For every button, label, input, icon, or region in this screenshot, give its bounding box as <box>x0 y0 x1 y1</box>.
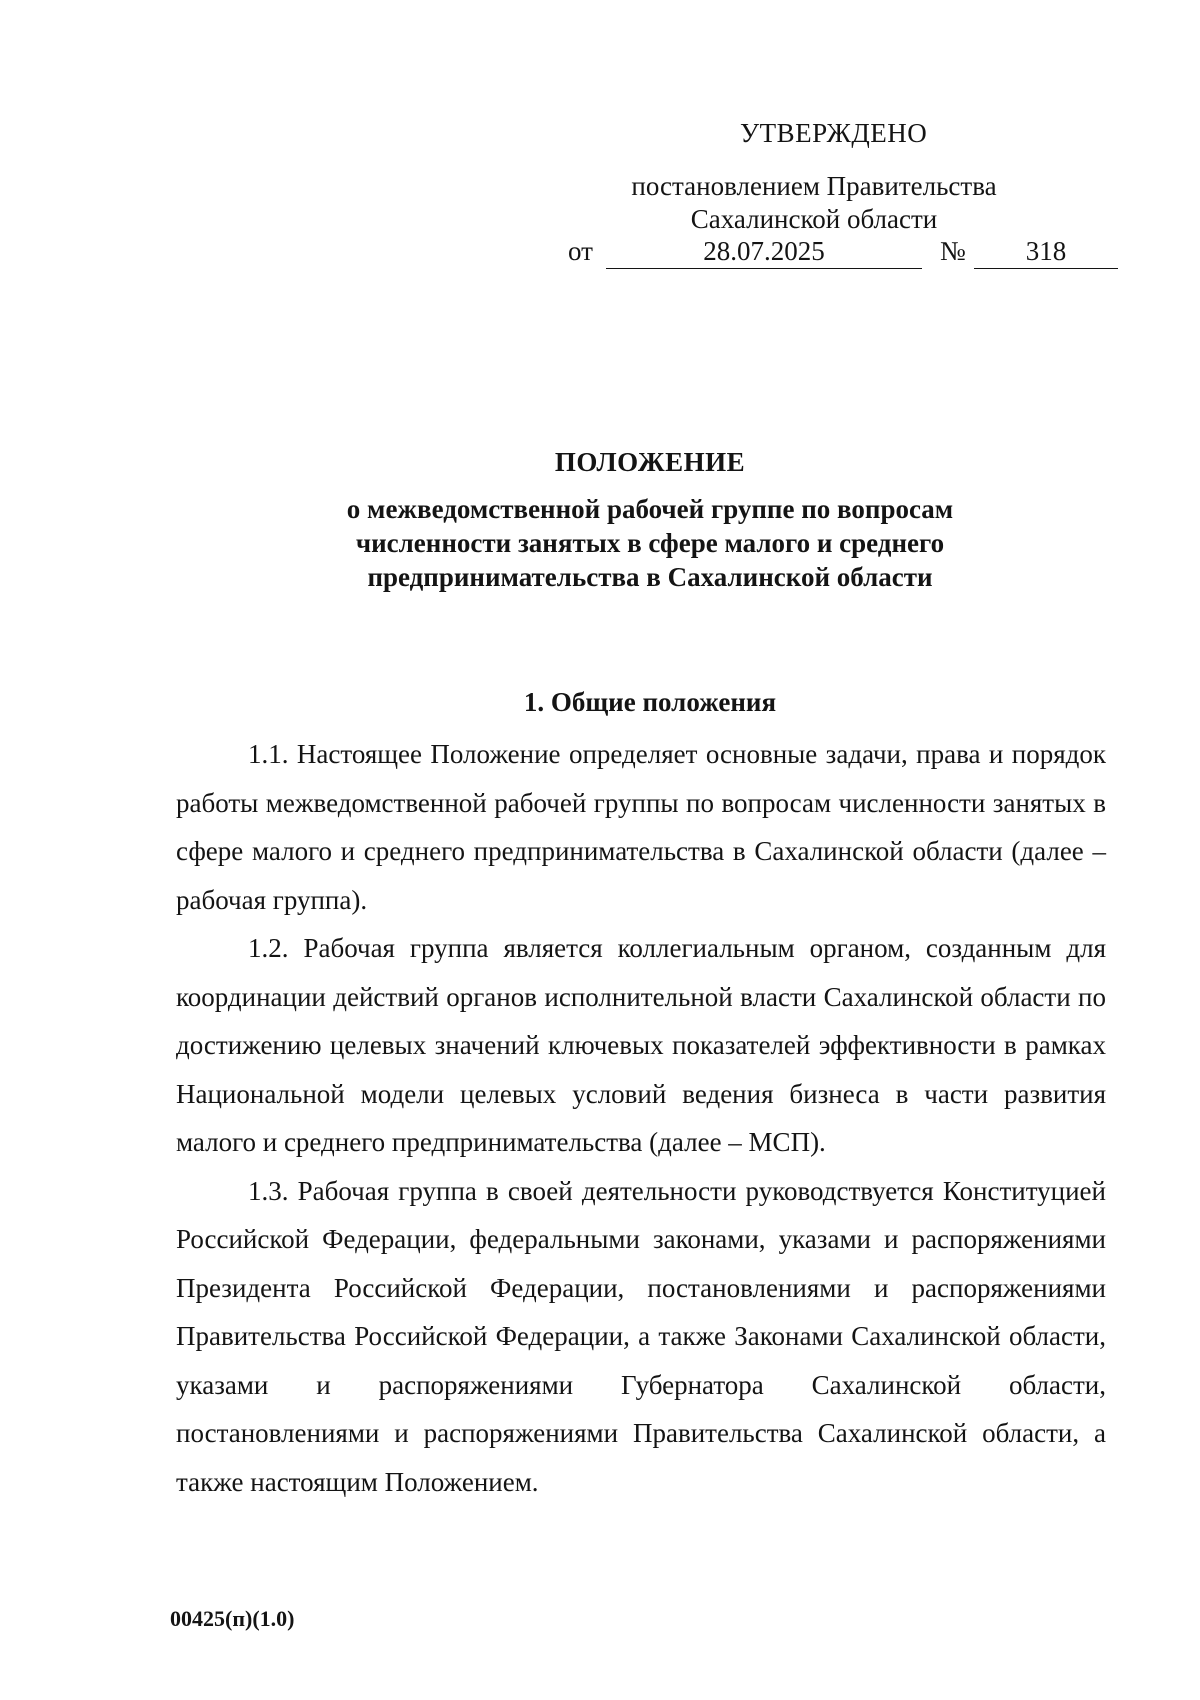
paragraph-1-3: 1.3. Рабочая группа в своей деятельности руководствуется Конституцией Российской Федерации, федеральными законами, указами и распоряжениями Президента Российской Федерации, постановлениями и распоряжениями Правительства Российской Федерации, а также Законами Сахалинской области, указами и распоряжениями Губернатора Сахалинской области, постановлениями и распоряжениями Правительства Сахалинской области, а также настоящим Положением. <box>176 1175 1106 1497</box>
paragraph-1-1: 1.1. Настоящее Положение определяет основные задачи, права и порядок работы межведомственной рабочей группы по вопросам численности занятых в сфере малого и среднего предпринимательства в Сахалинской области (далее – рабочая группа). <box>176 739 1106 915</box>
date-prefix: от <box>568 236 593 266</box>
resolution-number: 318 <box>1025 236 1067 266</box>
document-code: 00425(п)(1.0) <box>170 1606 295 1631</box>
document-title: ПОЛОЖЕНИЕ <box>554 447 746 477</box>
subtitle-line-2: численности занятых в сфере малого и среднего <box>355 528 945 558</box>
approval-authority-line-1: постановлением Правительства <box>631 171 997 201</box>
subtitle-line-1: о межведомственной рабочей группе по вопросам <box>346 494 954 524</box>
approval-authority-line-2: Сахалинской области <box>690 204 938 234</box>
approval-stamp-title: УТВЕРЖДЕНО <box>740 118 928 148</box>
number-sign: № <box>940 236 966 266</box>
approval-authority <box>600 170 1028 236</box>
document-subtitle <box>250 492 1050 594</box>
section-heading: 1. Общие положения <box>523 687 777 717</box>
section-body <box>176 730 1106 1506</box>
number-underline <box>974 268 1118 269</box>
approval-date: 28.07.2025 <box>703 236 825 266</box>
subtitle-line-3: предпринимательства в Сахалинской области <box>367 562 933 592</box>
approval-date-number-line <box>568 232 1118 272</box>
paragraph-1-2: 1.2. Рабочая группа является коллегиальным органом, созданным для координации действий органов исполнительной власти Сахалинской области по достижению целевых значений ключевых показателей эффективности в рамках Национальной модели целевых условий ведения бизнеса в части развития малого и среднего предпринимательства (далее – МСП). <box>176 933 1106 1157</box>
date-underline <box>606 268 922 269</box>
